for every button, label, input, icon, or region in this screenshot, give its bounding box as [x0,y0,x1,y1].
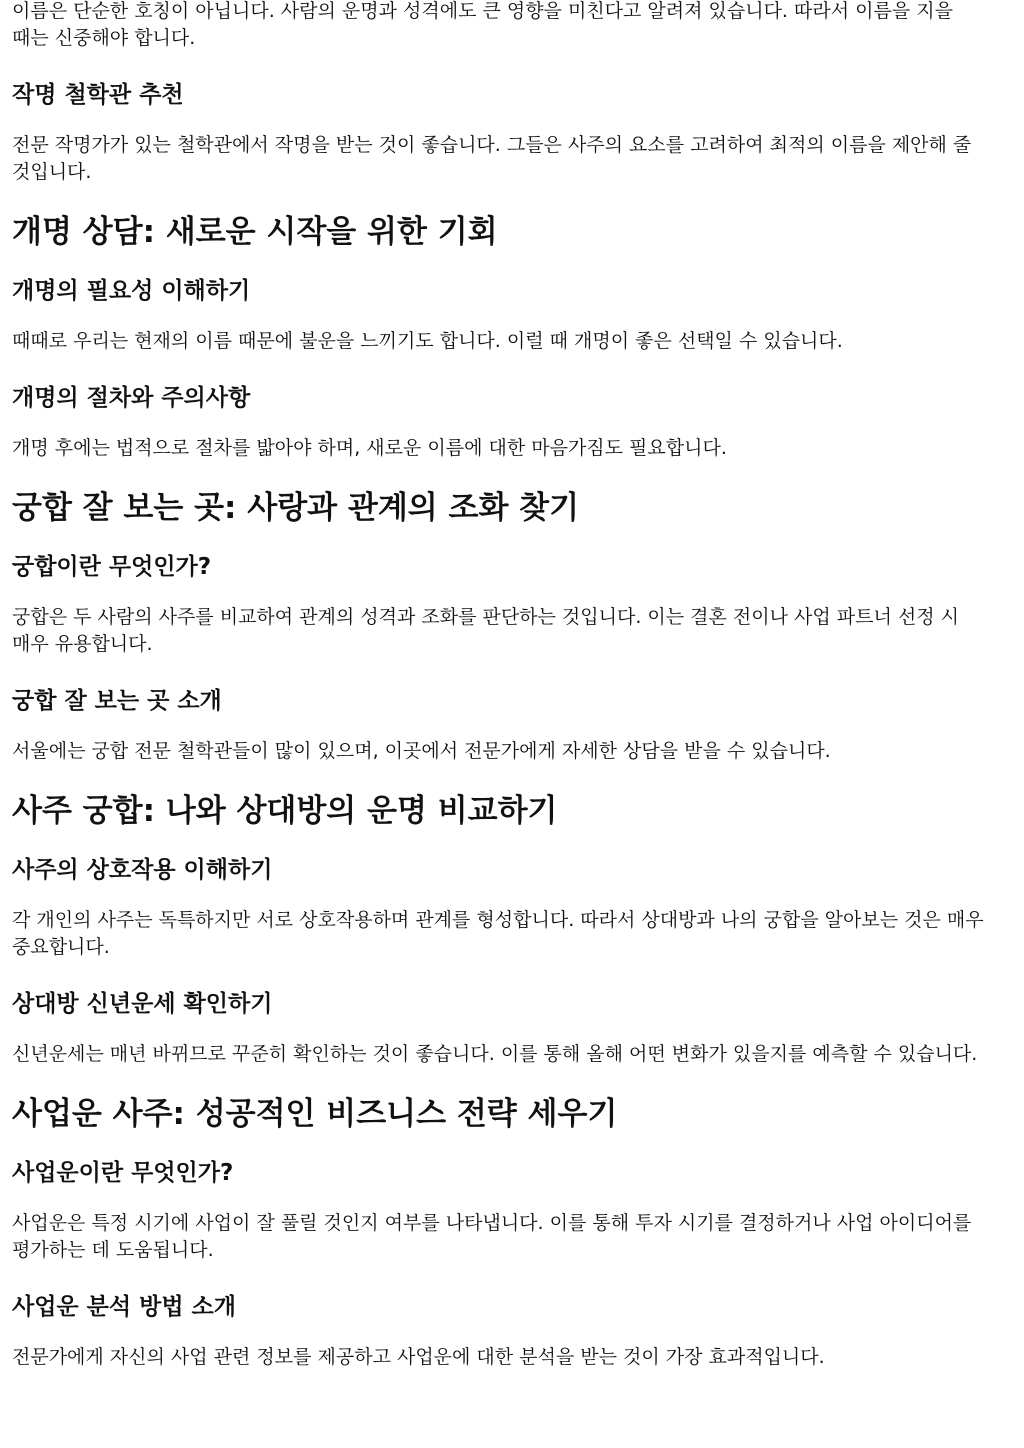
naming-recommend-heading: 작명 철학관 추천 [12,82,184,108]
business-method-paragraph: 전문가에게 자신의 사업 관련 정보를 제공하고 사업운에 대한 분석을 받는 것이 가장 효과적입니다. [12,1346,825,1368]
saju-interaction-paragraph: 각 개인의 사주는 독특하지만 서로 상호작용하며 관계를 형성합니다. 따라서 상대방과 나의 궁합을 알아보는 것은 매우 중요합니다. [12,909,984,958]
intro-paragraph: 이름은 단순한 호칭이 아닙니다. 사람의 운명과 성격에도 큰 영향을 미친다고 알려져 있습니다. 따라서 이름을 지을 때는 신중해야 합니다. [12,0,953,49]
partner-newyear-heading: 상대방 신년운세 확인하기 [12,991,273,1017]
naming-recommend-paragraph: 전문 작명가가 있는 철학관에서 작명을 받는 것이 좋습니다. 그들은 사주의 요소를 고려하여 최적의 이름을 제안해 줄 것입니다. [12,134,972,183]
rename-procedure-paragraph: 개명 후에는 법적으로 절차를 밟아야 하며, 새로운 이름에 대한 마음가짐도 필요합니다. [12,437,727,459]
saju-compat-heading: 사주 궁합: 나와 상대방의 운명 비교하기 [12,793,558,829]
rename-need-paragraph: 때때로 우리는 현재의 이름 때문에 불운을 느끼기도 합니다. 이럴 때 개명이 좋은 선택일 수 있습니다. [12,330,843,352]
business-what-paragraph: 사업운은 특정 시기에 사업이 잘 풀릴 것인지 여부를 나타냅니다. 이를 통해 투자 시기를 결정하거나 사업 아이디어를 평가하는 데 도움됩니다. [12,1212,972,1261]
compat-what-heading: 궁합이란 무엇인가? [12,554,212,580]
saju-interaction-heading: 사주의 상호작용 이해하기 [12,857,273,883]
rename-procedure-heading: 개명의 절차와 주의사항 [12,385,251,411]
business-method-heading: 사업운 분석 방법 소개 [12,1294,236,1320]
business-what-heading: 사업운이란 무엇인가? [12,1160,234,1186]
business-heading: 사업운 사주: 성공적인 비즈니스 전략 세우기 [12,1096,618,1132]
partner-newyear-paragraph: 신년운세는 매년 바뀌므로 꾸준히 확인하는 것이 좋습니다. 이를 통해 올해 어떤 변화가 있을지를 예측할 수 있습니다. [12,1043,978,1065]
rename-need-heading: 개명의 필요성 이해하기 [12,278,251,304]
compat-place-heading: 궁합 잘 보는 곳: 사랑과 관계의 조화 찾기 [12,490,580,526]
compat-what-paragraph: 궁합은 두 사람의 사주를 비교하여 관계의 성격과 조화를 판단하는 것입니다. 이는 결혼 전이나 사업 파트너 선정 시 매우 유용합니다. [12,606,959,655]
rename-heading: 개명 상담: 새로운 시작을 위한 기회 [12,214,498,250]
compat-place-intro-paragraph: 서울에는 궁합 전문 철학관들이 많이 있으며, 이곳에서 전문가에게 자세한 상담을 받을 수 있습니다. [12,740,831,762]
compat-place-intro-heading: 궁합 잘 보는 곳 소개 [12,688,222,714]
